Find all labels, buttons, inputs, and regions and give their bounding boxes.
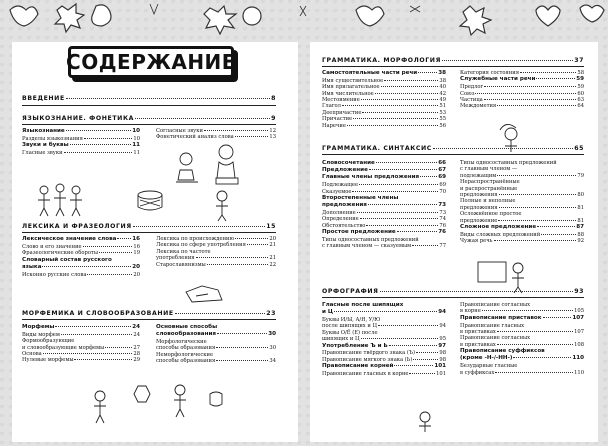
toc-entry-page: 95 <box>439 336 446 343</box>
divider <box>322 66 584 67</box>
toc-entry-title: Лексика по происхождению <box>156 236 234 242</box>
leader-dots <box>216 347 268 348</box>
toc-entry-title: Согласные звуки <box>156 128 203 134</box>
toc-entry[interactable] <box>22 257 140 263</box>
toc-entry-title: предложения <box>322 202 367 209</box>
toc-entry-title: Употребление Ъ и Ь <box>322 342 388 349</box>
toc-entry-page: 94 <box>438 309 446 316</box>
toc-entry-title: предложения <box>460 204 498 211</box>
toc-entry[interactable] <box>460 103 584 109</box>
toc-entry-page: 10 <box>132 128 140 134</box>
toc-entry-title: Правописание мягкого знака (Ь) <box>322 356 413 363</box>
leader-dots <box>361 338 439 339</box>
leader-dots <box>416 352 438 353</box>
section-grammar-morphology[interactable] <box>322 57 584 64</box>
toc-entry-page: 21 <box>269 255 276 262</box>
toc-entry-title: Деепричастие <box>322 109 362 116</box>
toc-entry-title: Сложное предложение <box>460 224 537 230</box>
toc-entry-page: 76 <box>438 229 446 236</box>
toc-entry[interactable] <box>322 343 446 349</box>
toc-entry-title: и Ц <box>322 309 334 316</box>
toc-entry-title: Наречие <box>322 122 346 129</box>
toc-entry[interactable] <box>322 174 446 180</box>
leader-dots <box>394 365 433 366</box>
toc-entry-title: в приставках <box>460 341 496 348</box>
toc-entry-title: Определение <box>322 216 359 223</box>
leader-dots <box>499 207 577 208</box>
toc-entry[interactable] <box>460 348 584 354</box>
toc-entry-title: Лексика по сфере употребления <box>156 242 246 249</box>
leader-dots <box>66 130 131 131</box>
toc-entry-page: 49 <box>439 97 446 103</box>
toc-entry-page: 110 <box>572 355 584 362</box>
leader-dots <box>235 238 268 239</box>
leader-dots <box>409 373 435 374</box>
toc-entry-title: Правописание гласных в корне <box>322 371 409 377</box>
toc-entry-title: после шипящих и Ц <box>322 323 377 330</box>
toc-entry-page: 73 <box>438 202 446 209</box>
toc-entry-title: Предлог <box>460 84 484 91</box>
toc-entry-title: Морфологические <box>156 339 207 345</box>
section-label: ЯЗЫКОЗНАНИЕ. ФОНЕТИКА <box>22 115 134 122</box>
leader-dots <box>375 93 439 94</box>
toc-entry-title: Сказуемое <box>322 188 352 195</box>
leader-dots <box>347 125 438 126</box>
toc-entry-page: 76 <box>439 222 446 229</box>
leader-dots <box>204 130 268 131</box>
toc-entry-page: 34 <box>269 358 276 365</box>
toc-entry-page: 79 <box>577 172 584 179</box>
toc-entry-page: 101 <box>434 363 446 370</box>
toc-entry-title: Нераспространённые <box>460 179 520 186</box>
section-page: 15 <box>266 223 276 230</box>
toc-entry-title: Буквы О/Ё (Е) после <box>322 329 378 336</box>
toc-entry-page: 29 <box>133 357 140 364</box>
leader-dots <box>541 234 576 235</box>
leader-dots <box>497 105 576 106</box>
toc-entry-page: 92 <box>577 238 584 245</box>
toc-entry-title: Имя существительное <box>322 77 384 84</box>
toc-entry-page: 22 <box>269 261 276 268</box>
toc-entry-title: Дополнение <box>322 210 356 216</box>
toc-entry-page: 64 <box>577 103 584 110</box>
toc-entry[interactable] <box>22 264 140 270</box>
toc-entry[interactable] <box>322 160 446 166</box>
toc-entry[interactable] <box>22 150 140 156</box>
toc-entry-page: 21 <box>269 242 276 249</box>
leader-dots <box>543 317 572 318</box>
toc-entry-page: 59 <box>577 84 584 91</box>
divider <box>22 124 276 125</box>
toc-entry[interactable] <box>322 195 446 201</box>
leader-dots <box>418 72 437 73</box>
leader-dots <box>513 357 571 358</box>
leader-dots <box>359 184 438 185</box>
toc-entry-title: предложения <box>460 192 498 198</box>
section-page: 93 <box>574 288 584 295</box>
toc-entry-title: шипящих и Ц <box>322 336 360 343</box>
toc-entry-title: Самостоятельные части речи <box>322 70 418 76</box>
leader-dots <box>74 359 132 360</box>
toc-entry-title: Главные члены предложения <box>322 174 420 181</box>
toc-entry-page: 42 <box>439 90 446 97</box>
toc-entry-title: словообразования <box>156 331 216 338</box>
comic-decorations <box>0 0 608 44</box>
toc-entry-page: 107 <box>574 329 584 335</box>
toc-entry-title: предложение <box>460 217 498 224</box>
toc-entry-title: Фразеологические обороты <box>22 250 98 257</box>
toc-entry-title: Предложение <box>322 167 368 174</box>
toc-entry[interactable] <box>460 76 584 82</box>
toc-entry-page: 20 <box>132 263 140 270</box>
leader-dots <box>207 264 269 265</box>
toc-entry-title: Правописание суффиксов <box>460 348 545 355</box>
leader-dots <box>83 246 133 247</box>
toc-entry[interactable] <box>22 357 140 363</box>
leader-dots <box>497 331 573 332</box>
leader-dots <box>353 118 438 119</box>
toc-entry-title: Лексика по частоте <box>156 248 211 255</box>
section-label: ЛЕКСИКА И ФРАЗЕОЛОГИЯ <box>22 223 132 230</box>
toc-entry[interactable] <box>322 167 446 173</box>
leader-dots <box>84 138 132 139</box>
toc-entry-title: Разделы языкознания <box>22 135 83 142</box>
toc-entry-title: в приставках <box>460 329 496 335</box>
section-label: ОРФОГРАФИЯ <box>322 288 379 295</box>
toc-entry-title: с главным членом — <box>460 166 518 173</box>
toc-entry-title: Гласные звуки <box>22 150 63 156</box>
toc-entry-page: 69 <box>438 174 446 181</box>
toc-entry-page: 40 <box>439 84 446 91</box>
leader-dots <box>357 212 439 213</box>
leader-dots <box>536 78 575 79</box>
toc-entry-title: Звуки и буквы <box>22 142 69 149</box>
leader-dots <box>484 86 576 87</box>
toc-entry-page: 74 <box>439 216 446 223</box>
toc-entry-title: Буквы И/Ы, А/Я, У/Ю <box>322 317 381 323</box>
toc-entry-page: 10 <box>133 135 140 142</box>
toc-entry-title: Глагол <box>322 103 341 110</box>
toc-entry[interactable] <box>322 302 446 308</box>
toc-entry-title: Подлежащее <box>322 182 359 189</box>
leader-dots <box>497 175 576 176</box>
toc-entry-page: 70 <box>439 188 446 195</box>
toc-entry-title: Причастие <box>322 116 353 123</box>
divider <box>322 297 584 298</box>
toc-entry-title: языка <box>22 263 42 270</box>
toc-entry-title: способы образования <box>156 358 216 365</box>
toc-entry-page: 38 <box>439 77 446 84</box>
section-label: ГРАММАТИКА. СИНТАКСИС <box>322 145 432 152</box>
toc-entry-title: Категория состояния <box>460 70 519 76</box>
toc-entry[interactable] <box>322 229 446 235</box>
toc-entry-title: Основные способы <box>156 324 218 330</box>
toc-entry[interactable] <box>460 370 584 376</box>
leader-dots <box>99 252 132 253</box>
toc-entry-page: 30 <box>268 331 276 338</box>
leader-dots <box>498 220 576 221</box>
leader-dots <box>381 86 439 87</box>
toc-entry[interactable] <box>22 236 140 242</box>
section-page: 8 <box>271 95 276 102</box>
toc-entry-title: Неморфологические <box>156 351 214 358</box>
toc-entry-title: Словосочетание <box>322 160 375 166</box>
section-lexicon[interactable] <box>22 223 276 230</box>
toc-entry-page: 58 <box>577 70 584 76</box>
toc-entry-page: 56 <box>439 122 446 129</box>
toc-entry-title: Слово и его значение <box>22 243 82 250</box>
toc-entry-title: (кроме -Н-/-НН-) <box>460 355 513 362</box>
divider <box>22 232 276 233</box>
toc-entry-page: 98 <box>439 356 446 363</box>
toc-entry-page: 30 <box>269 345 276 352</box>
section-morphemics[interactable] <box>22 310 276 317</box>
toc-entry-title: Исконно русские слова <box>22 271 87 278</box>
toc-entry-page: 16 <box>132 236 140 242</box>
divider <box>22 319 276 320</box>
toc-entry[interactable] <box>156 331 276 337</box>
toc-entry-page: 98 <box>439 350 446 357</box>
toc-entry-title: Типы односоставных предложений <box>322 237 419 243</box>
leader-dots <box>495 372 573 373</box>
leader-dots <box>217 333 267 334</box>
toc-entry-title: в суффиксах <box>460 369 495 376</box>
leader-dots <box>70 144 132 145</box>
divider <box>22 105 276 106</box>
leader-dots <box>484 99 577 100</box>
leader-dots <box>117 238 131 239</box>
leader-dots <box>397 231 437 232</box>
toc-entry[interactable] <box>460 355 584 361</box>
toc-entry[interactable] <box>22 324 140 330</box>
toc-entry[interactable] <box>156 324 276 330</box>
toc-entry-title: Формообразующие <box>22 338 75 345</box>
section-page: 9 <box>271 115 276 122</box>
toc-entry-page: 13 <box>269 134 276 141</box>
toc-entry-page: 80 <box>577 192 584 198</box>
leader-dots <box>352 191 438 192</box>
toc-entry-page: 81 <box>577 204 584 211</box>
toc-entry-title: Языкознание <box>22 128 65 134</box>
leader-dots <box>247 244 269 245</box>
toc-entry[interactable] <box>322 70 446 76</box>
toc-entry-page: 73 <box>439 210 446 216</box>
toc-entry-title: Гласные после шипящих <box>322 302 404 308</box>
toc-entry-title: Правописание согласных <box>460 302 531 308</box>
leader-dots <box>389 345 437 346</box>
toc-entry-title: Виды морфем <box>22 331 60 338</box>
leader-dots <box>499 194 577 195</box>
toc-entry-title: Частица <box>460 97 483 103</box>
toc-entry-title: Правописание приставок <box>460 314 542 321</box>
toc-entry-title: Обстоятельство <box>322 222 366 229</box>
toc-entry-title: Полные и неполные <box>460 198 516 205</box>
leader-dots <box>420 176 437 177</box>
toc-entry-page: 27 <box>133 344 140 351</box>
leader-dots <box>196 257 269 258</box>
toc-entry-page: 38 <box>438 70 446 76</box>
toc-entry-title: употребления <box>156 255 195 262</box>
toc-entry-page: 20 <box>269 236 276 242</box>
leader-dots <box>497 344 573 345</box>
toc-entry[interactable] <box>22 128 140 134</box>
leader-dots <box>494 240 577 241</box>
toc-entry-title: и словообразующие морфемы <box>22 344 105 351</box>
section-label: ВВЕДЕНИЕ <box>22 95 65 102</box>
divider <box>322 154 584 155</box>
toc-entry-title: Осложнённое простое <box>460 211 522 218</box>
toc-entry-title: Морфемы <box>22 324 55 330</box>
toc-entry-title: Служебные части речи <box>460 76 536 83</box>
toc-entry-page: 81 <box>577 217 584 224</box>
leader-dots <box>87 274 132 275</box>
section-page: 23 <box>266 310 276 317</box>
leader-dots <box>413 359 438 360</box>
toc-entry[interactable] <box>156 134 276 140</box>
toc-entry-page: 11 <box>133 150 140 156</box>
section-label: МОРФЕМИКА И СЛОВООБРАЗОВАНИЕ <box>22 310 174 317</box>
leader-dots <box>235 136 269 137</box>
leader-dots <box>369 169 437 170</box>
toc-entry-page: 97 <box>438 342 446 349</box>
toc-entry-title: Имя числительное <box>322 90 374 97</box>
toc-entry-page: 67 <box>438 167 446 174</box>
leader-dots <box>342 105 438 106</box>
toc-entry-page: 66 <box>438 160 446 166</box>
toc-entry-page: 63 <box>577 97 584 103</box>
section-label: ГРАММАТИКА. МОРФОЛОГИЯ <box>322 57 441 64</box>
toc-entry-title: Фонетический анализ слова <box>156 134 234 141</box>
section-intro[interactable] <box>22 95 276 102</box>
toc-entry-page: 24 <box>133 331 140 338</box>
leader-dots <box>105 347 132 348</box>
toc-entry[interactable] <box>22 272 140 278</box>
toc-entry-page: 12 <box>269 128 276 134</box>
toc-entry-title: Правописание корней <box>322 363 394 370</box>
toc-entry-page: 16 <box>133 243 140 250</box>
leader-dots <box>482 310 573 311</box>
leader-dots <box>216 360 268 361</box>
toc-entry-title: Лексическое значение слова <box>22 236 117 242</box>
toc-entry[interactable] <box>156 262 276 268</box>
toc-entry-page: 24 <box>132 324 140 330</box>
leader-dots <box>366 225 438 226</box>
toc-entry-page: 101 <box>436 371 446 377</box>
toc-entry-page: 94 <box>439 323 446 330</box>
toc-entry-page: 105 <box>574 308 584 315</box>
toc-entry[interactable] <box>322 309 446 315</box>
toc-entry-page: 59 <box>576 76 584 83</box>
toc-entry-page: 51 <box>439 103 446 110</box>
toc-entry[interactable] <box>322 363 446 369</box>
toc-entry-title: Правописание твёрдого знака (Ъ) <box>322 350 416 357</box>
toc-entry-title: Словарный состав русского <box>22 256 112 263</box>
toc-entry[interactable] <box>460 224 584 230</box>
toc-entry-page: 53 <box>439 109 446 116</box>
toc-entry[interactable] <box>322 371 446 377</box>
leader-dots <box>61 334 133 335</box>
toc-entry-title: Старославянизмы <box>156 261 206 268</box>
toc-entry-page: 60 <box>577 90 584 97</box>
leader-dots <box>360 218 439 219</box>
toc-entry-title: с главным членом — сказуемым <box>322 243 412 250</box>
toc-entry-title: способы образования <box>156 345 216 352</box>
leader-dots <box>378 325 438 326</box>
toc-entry-title: Второстепенные члены <box>322 195 399 201</box>
toc-entry[interactable] <box>460 238 584 244</box>
page-title: СОДЕРЖАНИЕ <box>68 46 234 78</box>
toc-entry[interactable] <box>22 142 140 148</box>
toc-entry-page: 110 <box>574 369 584 376</box>
section-page: 65 <box>574 145 584 152</box>
toc-entry-title: Местоимение <box>322 97 360 103</box>
toc-entry-title: Междометия <box>460 103 497 110</box>
toc-entry-title: Безударные гласные <box>460 363 518 370</box>
section-page: 37 <box>574 57 584 64</box>
toc-entry-page: 20 <box>133 271 140 278</box>
leader-dots <box>64 152 133 153</box>
toc-entry-page: 11 <box>132 142 140 149</box>
leader-dots <box>334 311 437 312</box>
toc-entry[interactable] <box>322 123 446 129</box>
toc-entry-title: подлежащим <box>460 172 497 179</box>
leader-dots <box>520 72 576 73</box>
section-syntax[interactable] <box>322 145 584 152</box>
leader-dots <box>361 99 439 100</box>
toc-entry-title: в корне <box>460 308 481 315</box>
toc-entry-title: Имя прилагательное <box>322 84 380 91</box>
leader-dots <box>537 226 575 227</box>
leader-dots <box>362 112 438 113</box>
toc-entry-title: и распространённые <box>460 185 518 192</box>
section-orthography[interactable] <box>322 288 584 295</box>
leader-dots <box>376 162 437 163</box>
toc-entry-page: 87 <box>576 224 584 230</box>
toc-entry-page: 88 <box>577 231 584 238</box>
leader-dots <box>368 204 437 205</box>
toc-entry-page: 69 <box>439 182 446 189</box>
leader-dots <box>412 245 438 246</box>
toc-entry[interactable] <box>460 315 584 321</box>
leader-dots <box>42 266 131 267</box>
toc-entry-page: 55 <box>439 116 446 123</box>
toc-entry-title: Правописание согласных <box>460 335 531 342</box>
toc-entry-title: Союз <box>460 90 475 97</box>
toc-entry[interactable] <box>322 202 446 208</box>
toc-entry-title: Основа <box>22 351 42 357</box>
leader-dots <box>55 326 131 327</box>
toc-entry-page: 107 <box>572 314 584 321</box>
leader-dots <box>384 80 438 81</box>
toc-entry-title: Чужая речь <box>460 238 493 245</box>
leader-dots <box>43 353 133 354</box>
toc-entry[interactable] <box>156 358 276 364</box>
toc-entry-title: Нулевые морфемы <box>22 357 74 364</box>
toc-entry-title: Виды сложных предложений <box>460 231 541 238</box>
leader-dots <box>475 93 576 94</box>
toc-entry-title: Типы односоставных предложений <box>460 160 557 166</box>
toc-entry-page: 77 <box>439 243 446 250</box>
toc-entry[interactable] <box>322 243 446 249</box>
toc-entry-title: Простое предложение <box>322 229 396 236</box>
section-phonetics[interactable] <box>22 115 276 122</box>
toc-entry-title: Правописание гласных <box>460 322 525 329</box>
toc-entry-page: 28 <box>133 351 140 357</box>
toc-entry-page: 108 <box>574 341 584 348</box>
toc-entry-page: 19 <box>133 250 140 257</box>
